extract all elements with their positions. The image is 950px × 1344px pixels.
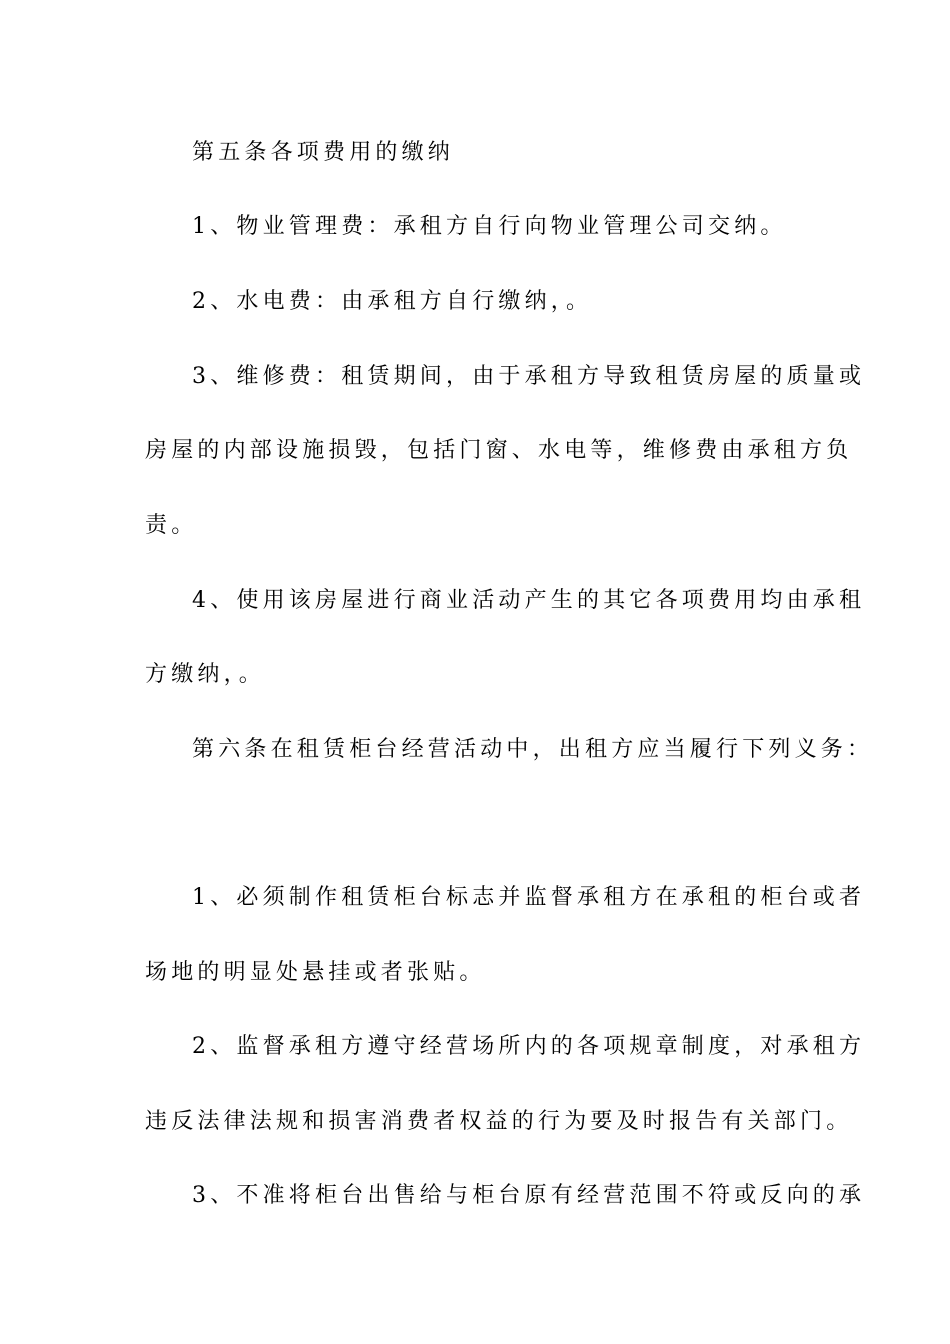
paragraph-line: 2、监督承租方遵守经营场所内的各项规章制度，对承租方 <box>192 1034 866 1059</box>
paragraph-line: 2、水电费：由承租方自行缴纳，。 <box>192 289 593 314</box>
paragraph-line: 场地的明显处悬挂或者张贴。 <box>145 960 486 985</box>
paragraph-line: 3、不准将柜台出售给与柜台原有经营范围不符或反向的承 <box>192 1183 866 1208</box>
paragraph-line: 1、物业管理费：承租方自行向物业管理公司交纳。 <box>192 214 787 239</box>
paragraph-line: 4、使用该房屋进行商业活动产生的其它各项费用均由承租 <box>192 588 866 613</box>
paragraph-line: 责。 <box>145 513 198 538</box>
paragraph-line: 房屋的内部设施损毁，包括门窗、水电等，维修费由承租方负 <box>145 438 853 463</box>
paragraph-line: 方缴纳，。 <box>145 662 266 687</box>
paragraph-line: 3、维修费：租赁期间，由于承租方导致租赁房屋的质量或 <box>192 364 866 389</box>
paragraph-line: 1、必须制作租赁柜台标志并监督承租方在承租的柜台或者 <box>192 885 866 910</box>
paragraph-line: 违反法律法规和损害消费者权益的行为要及时报告有关部门。 <box>145 1109 853 1134</box>
article-six-heading: 第六条在租赁柜台经营活动中，出租方应当履行下列义务： <box>192 737 874 762</box>
article-five-heading: 第五条各项费用的缴纳 <box>192 140 455 165</box>
